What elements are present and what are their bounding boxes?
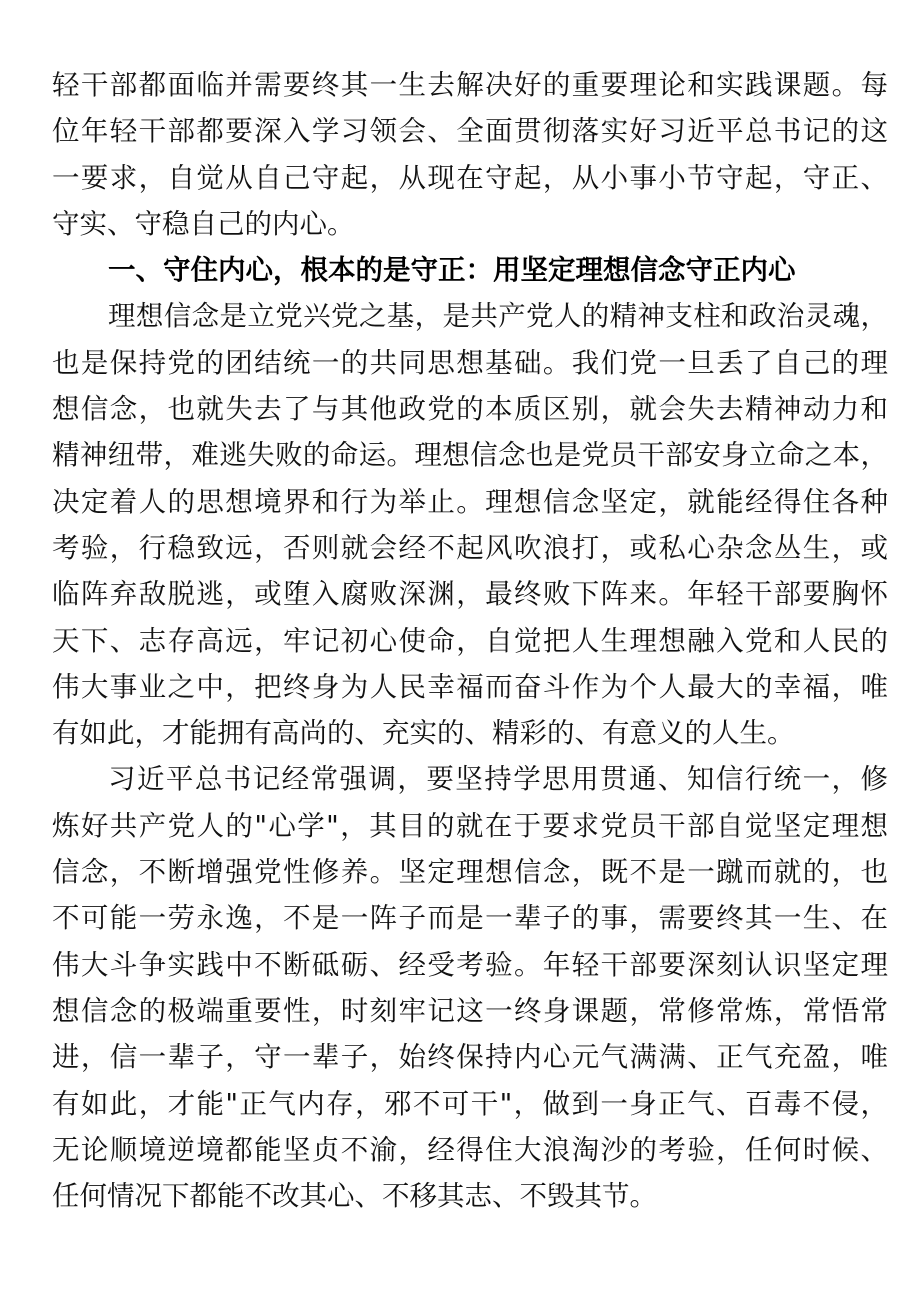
text-line: 想信念，也就失去了与其他政党的本质区别，就会失去精神动力和 bbox=[52, 393, 888, 426]
body-paragraph-xinxue bbox=[52, 756, 888, 1219]
document-page bbox=[52, 62, 888, 1219]
text-line: 位年轻干部都要深入学习领会、全面贯彻落实好习近平总书记的这 bbox=[52, 115, 888, 148]
section-heading-text: 一、守住内心，根本的是守正：用坚定理想信念守正内心 bbox=[108, 254, 796, 287]
text-line: 习近平总书记经常强调，要坚持学思用贯通、知信行统一，修 bbox=[108, 763, 888, 796]
text-line: 炼好共产党人的"心学"，其目的就在于要求党员干部自觉坚定理想 bbox=[52, 809, 888, 842]
text-line: 无论顺境逆境都能坚贞不渝，经得住大浪淘沙的考验，任何时候、 bbox=[52, 1133, 888, 1166]
text-line: 信念，不断增强党性修养。坚定理想信念，既不是一蹴而就的，也 bbox=[52, 856, 888, 889]
text-line: 精神纽带，难逃失败的命运。理想信念也是党员干部安身立命之本， bbox=[52, 439, 888, 472]
text-line: 任何情况下都能不改其心、不移其志、不毁其节。 bbox=[52, 1180, 657, 1213]
text-line: 轻干部都面临并需要终其一生去解决好的重要理论和实践课题。每 bbox=[52, 69, 888, 101]
text-line: 有如此，才能拥有高尚的、充实的、精彩的、有意义的人生。 bbox=[52, 717, 795, 750]
text-line: 决定着人的思想境界和行为举止。理想信念坚定，就能经得住各种 bbox=[52, 485, 888, 518]
body-paragraph-intro bbox=[52, 62, 888, 247]
text-line: 守实、守稳自己的内心。 bbox=[52, 207, 355, 240]
section-heading bbox=[52, 247, 888, 293]
text-line: 天下、志存高远，牢记初心使命，自觉把人生理想融入党和人民的 bbox=[52, 624, 888, 657]
text-line: 伟大斗争实践中不断砥砺、经受考验。年轻干部要深刻认识坚定理 bbox=[52, 948, 888, 981]
text-line: 进，信一辈子，守一辈子，始终保持内心元气满满、正气充盈，唯 bbox=[52, 1041, 888, 1074]
text-line: 临阵弃敌脱逃，或堕入腐败深渊，最终败下阵来。年轻干部要胸怀 bbox=[52, 578, 888, 611]
body-paragraph-ideals bbox=[52, 293, 888, 756]
text-line: 有如此，才能"正气内存，邪不可干"，做到一身正气、百毒不侵， bbox=[52, 1087, 888, 1120]
text-line: 不可能一劳永逸，不是一阵子而是一辈子的事，需要终其一生、在 bbox=[52, 902, 888, 935]
text-line: 理想信念是立党兴党之基，是共产党人的精神支柱和政治灵魂， bbox=[108, 300, 888, 333]
text-line: 想信念的极端重要性，时刻牢记这一终身课题，常修常炼，常悟常 bbox=[52, 994, 888, 1027]
text-line: 考验，行稳致远，否则就会经不起风吹浪打，或私心杂念丛生，或 bbox=[52, 531, 888, 564]
text-line: 也是保持党的团结统一的共同思想基础。我们党一旦丢了自己的理 bbox=[52, 346, 888, 379]
text-line: 伟大事业之中，把终身为人民幸福而奋斗作为个人最大的幸福，唯 bbox=[52, 670, 888, 703]
text-line: 一要求，自觉从自己守起，从现在守起，从小事小节守起，守正、 bbox=[52, 161, 888, 194]
